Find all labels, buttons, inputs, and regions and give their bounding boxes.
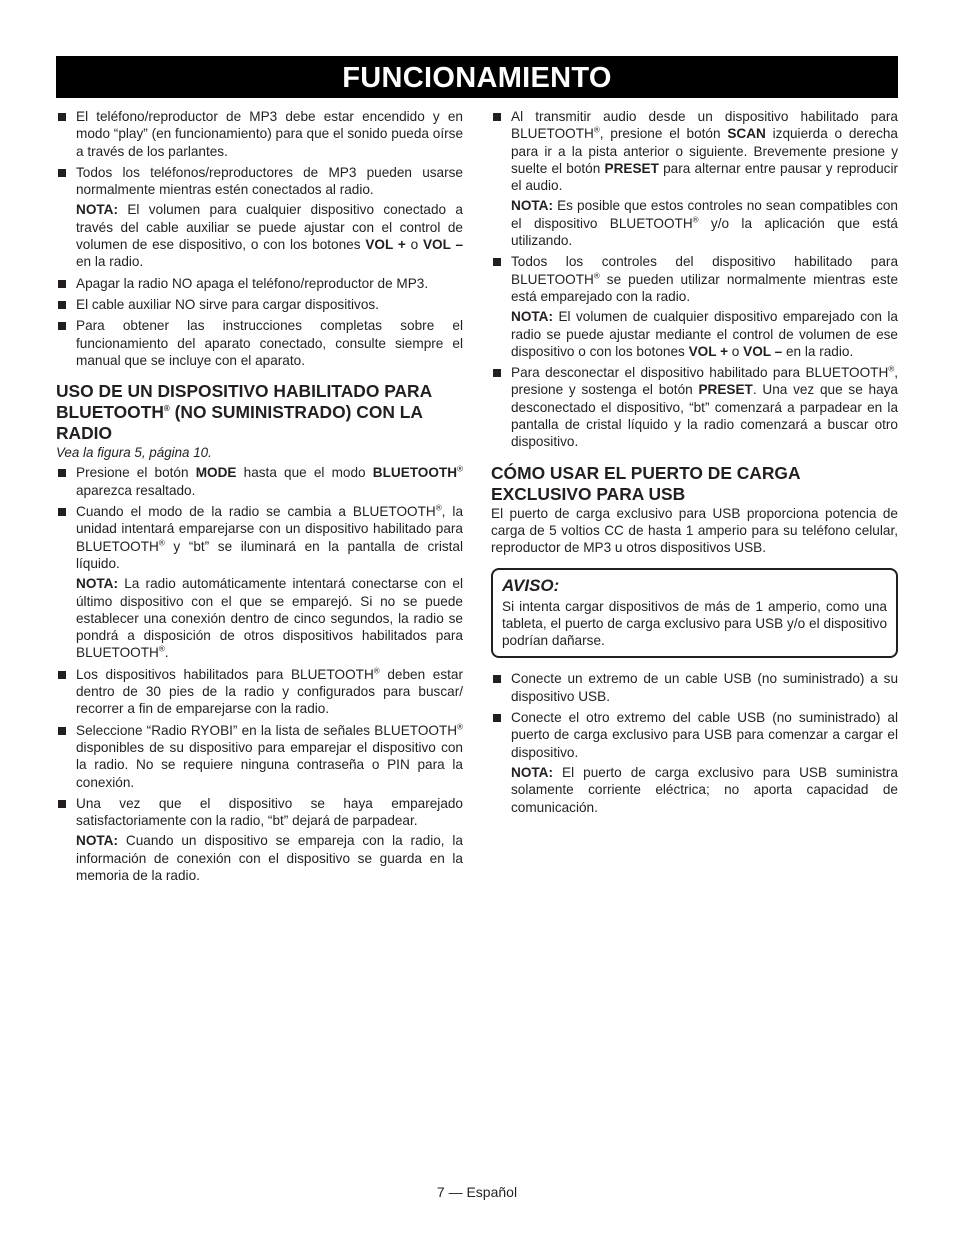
notice-box <box>491 568 898 659</box>
section-heading-bluetooth: USO DE UN DISPOSITIVO HABILITADO PARA BLUETOOTH® (NO SUMINISTRADO) CON LA RADIO <box>56 381 432 444</box>
page-title: FUNCIONAMIENTO <box>56 56 898 98</box>
list-item: Cuando el modo de la radio se cambia a BLUETOOTH®, la unidad intentará emparejarse con un dispositivo habilitado para BLUETOOTH® y “bt” se iluminará en la pantalla de cristal líquido. NOTA: La radio automáticamente intentará conectarse con el último dispositivo con el que se emparejó. Si no se puede establecer una conexión dentro de cinco segundos, la radio se pondrá a disposición de otros dispositivos habilitados para BLUETOOTH®. <box>56 503 463 662</box>
list-item: Para desconectar el dispositivo habilitado para BLUETOOTH®, presione y sostenga el botón PRESET. Una vez que se haya desconectado el dispositivo, “bt” comenzará a parpadear en la pantalla de cristal líquido y la radio comenzará a buscar otro dispositivo. <box>491 364 898 450</box>
note: NOTA: El puerto de carga exclusivo para USB suministra solamente corriente eléctrica; no aporta capacidad de comunicación. <box>511 764 898 815</box>
usb-intro: El puerto de carga exclusivo para USB proporciona potencia de carga de 5 voltios CC de hasta 1 amperio para su teléfono celular, reproductor de MP3 u otros dispositivos USB. <box>491 505 898 556</box>
bullet-list-controls <box>491 108 898 451</box>
list-item: Conecte un extremo de un cable USB (no suministrado) a su dispositivo USB. <box>491 670 898 705</box>
section-heading-usb: CÓMO USAR EL PUERTO DE CARGA EXCLUSIVO PARA USB <box>491 462 800 504</box>
list-item: El teléfono/reproductor de MP3 debe estar encendido y en modo “play” (en funcionamiento) para que el sonido pueda oírse a través de los parlantes. <box>56 108 463 160</box>
list-item: El cable auxiliar NO sirve para cargar dispositivos. <box>56 296 463 313</box>
left-column <box>56 108 463 888</box>
right-column <box>491 108 898 820</box>
list-item: Presione el botón MODE hasta que el modo BLUETOOTH® aparezca resaltado. <box>56 464 463 499</box>
notice-text: Si intenta cargar dispositivos de más de 1 amperio, como una tableta, el puerto de carga exclusivo para USB y/o el dispositivo podrían dañarse. <box>502 598 887 649</box>
notice-title: AVISO: <box>502 575 560 595</box>
list-item: Todos los controles del dispositivo habilitado para BLUETOOTH® se pueden utilizar normalmente mientras este está emparejado con la radio. NOTA: El volumen de cualquier dispositivo emparejado con la radio se puede ajustar mediante el control de volumen de ese dispositivo o con los botones VOL + o VOL – en la radio. <box>491 253 898 360</box>
list-item: Al transmitir audio desde un dispositivo habilitado para BLUETOOTH®, presione el botón SCAN izquierda o derecha para ir a la pista anterior o siguiente. Brevemente presione y suelte el botón PRESET para alternar entre pausar y reproducir el audio. NOTA: Es posible que estos controles no sean compatibles con el dispositivo BLUETOOTH® y/o la aplicación que está utilizando. <box>491 108 898 249</box>
note: NOTA: La radio automáticamente intentará conectarse con el último dispositivo con el que se emparejó. Si no se puede establecer una conexión dentro de cinco segundos, la radio se pondrá a disposición de otros dispositivos habilitados para BLUETOOTH®. <box>76 576 463 661</box>
list-item: Seleccione “Radio RYOBI” en la lista de señales BLUETOOTH® disponibles de su dispositivo para emparejar el dispositivo con la radio. No se requiere ninguna contraseña o PIN para la conexión. <box>56 722 463 791</box>
page-footer: 7 — Español <box>436 1184 518 1200</box>
note: NOTA: El volumen para cualquier dispositivo conectado a través del cable auxiliar se puede ajustar con el control de volumen de ese dispositivo, o con los botones VOL + o VOL – en la radio. <box>76 202 463 270</box>
list-item: Todos los teléfonos/reproductores de MP3 pueden usarse normalmente mientras estén conectados al radio. NOTA: El volumen para cualquier dispositivo conectado a través del cable auxiliar se puede ajustar con el control de volumen de ese dispositivo, o con los botones VOL + o VOL – en la radio. <box>56 164 463 271</box>
bullet-list-bluetooth <box>56 464 463 884</box>
list-item: Conecte el otro extremo del cable USB (no suministrado) al puerto de carga exclusivo para USB para comenzar a cargar el dispositivo. NOTA: El puerto de carga exclusivo para USB suministra solamente corriente eléctrica; no aporta capacidad de comunicación. <box>491 709 898 816</box>
figure-reference: Vea la figura 5, página 10. <box>56 445 212 461</box>
bullet-list-usb <box>491 670 898 815</box>
note: NOTA: Es posible que estos controles no sean compatibles con el dispositivo BLUETOOTH® y/o la aplicación que está utilizando. <box>511 198 898 249</box>
bullet-list-top <box>56 108 463 369</box>
list-item: Apagar la radio NO apaga el teléfono/reproductor de MP3. <box>56 275 463 292</box>
list-item: Una vez que el dispositivo se haya emparejado satisfactoriamente con la radio, “bt” dejará de parpadear. NOTA: Cuando un dispositivo se empareja con la radio, la información de conexión con el dispositivo se guarda en la memoria de la radio. <box>56 795 463 884</box>
list-item: Para obtener las instrucciones completas sobre el funcionamiento del aparato conectado, consulte siempre el manual que se incluye con el aparato. <box>56 317 463 369</box>
note: NOTA: Cuando un dispositivo se empareja con la radio, la información de conexión con el dispositivo se guarda en la memoria de la radio. <box>76 833 463 883</box>
note: NOTA: El volumen de cualquier dispositivo emparejado con la radio se puede ajustar mediante el control de volumen de ese dispositivo o con los botones VOL + o VOL – en la radio. <box>511 309 898 359</box>
list-item: Los dispositivos habilitados para BLUETOOTH® deben estar dentro de 30 pies de la radio y configurados para buscar/ recorrer a fin de emparejarse con la radio. <box>56 666 463 718</box>
